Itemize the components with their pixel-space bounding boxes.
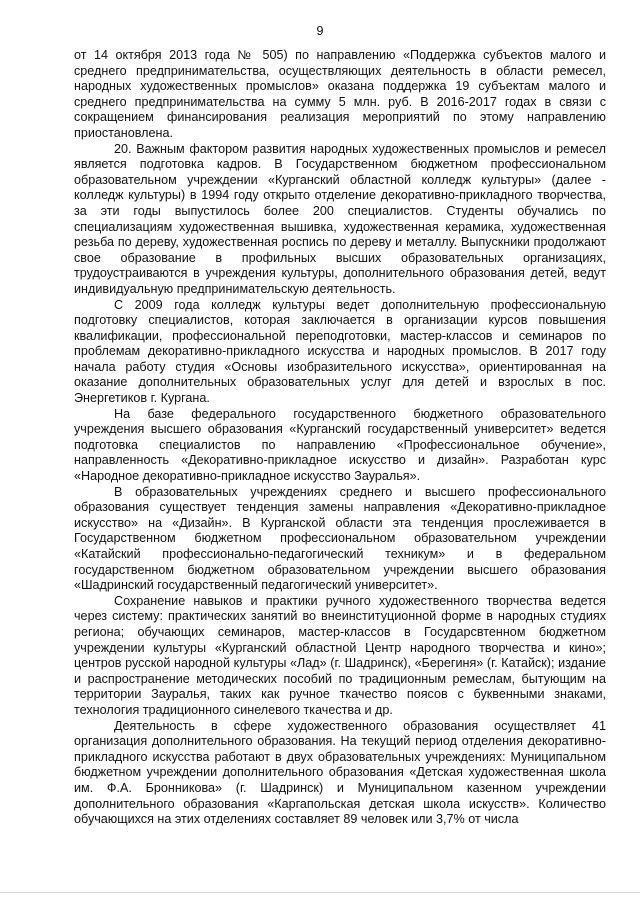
paragraph-6: Сохранение навыков и практики ручного художественного творчества ведется через систему: практических занятий во внеинституционной форме в народных студиях региона; обучающих семинаров, мастер-классов в Государсвтенном бюджетном учреждении культуры «Курганский областной Центр народного творчества и кино»; центров русской народной культуры «Лад» (г. Шадринск), «Берегиня» (г. Катайск); издание и распространение методических пособий по традиционным ремеслам, бытующим на территории Зауралья, таких как ручное ткачество поясов с буквенными знаками, технология традиционного синелевого ткачества и др. (74, 593, 606, 717)
paragraph-5: В образовательных учреждениях среднего и высшего профессионального образования существует тенденция замены направления «Декоративно-прикладное искусство» на «Дизайн». В Курганской области эта тенденция прослеживается в Государственном бюджетном профессиональном образовательном учреждении «Катайский профессионально-педагогический техникум» и в федеральном государственном бюджетном образовательном учреждении высшего образования «Шадринский государственный педагогический университет». (74, 484, 606, 593)
document-body (74, 48, 606, 828)
paragraph-1: от 14 октября 2013 года № 505) по направлению «Поддержка субъектов малого и среднего предпринимательства, осуществляющих деятельность в области ремесел, народных художественных промыслов» оказана поддержка 19 субъектам малого и среднего предпринимательства на сумму 5 млн. руб. В 2016-2017 годах в связи с сокращением финансирования реализация мероприятий по этому направлению приостановлена. (74, 48, 606, 140)
paragraph-2: 20. Важным фактором развития народных художественных промыслов и ремесел является подготовка кадров. В Государственном бюджетном профессиональном образовательном учреждении «Курганский областной колледж культуры» (далее - колледж культуры) в 1994 году открыто отделение декоративно-прикладного творчества, за эти годы выпустилось более 200 специалистов. Студенты обучались по специализациям художественная вышивка, художественная керамика, художественная резьба по дереву, художественная роспись по дереву и металлу. Выпускники продолжают свое образование в профильных высших образовательных организациях, трудоустраиваются в учреждения культуры, дополнительного образования детей, ведут индивидуальную предпринимательскую деятельность. (74, 141, 606, 296)
paragraph-3: С 2009 года колледж культуры ведет дополнительную профессиональную подготовку специалистов, которая заключается в организации курсов повышения квалификации, профессиональной переподготовки, мастер-классов и семинаров по проблемам декоративно-прикладного искусства и народных промыслов. В 2017 году начала работу студия «Основы изобразительного искусства», ориентированная на оказание дополнительных образовательных услуг для детей и взрослых в пос. Энергетиков г. Кургана. (74, 297, 606, 406)
page-number: 9 (316, 24, 324, 38)
paragraph-7: Деятельность в сфере художественного образования осуществляет 41 организация дополнительного образования. На текущий период отделения декоративно-прикладного искусства работают в двух образовательных учреждениях: Муниципальном бюджетном учреждении дополнительного образования «Детская художественная школа им. Ф.А. Бронникова» (г. Шадринск) и Муниципальном казенном учреждении дополнительного образования «Каргапольская детская школа искусств». Количество обучающихся на этих отделениях составляет 89 человек или 3,7% от числа (74, 718, 606, 827)
paragraph-4: На базе федерального государственного бюджетного образовательного учреждения высшего образования «Курганский государственный университет» ведется подготовка специалистов по направлению «Профессиональное обучение», направленность «Декоративно-прикладное искусство и дизайн». Разработан курс «Народное декоративно-прикладное искусство Зауралья». (74, 406, 606, 484)
scan-edge-line (0, 892, 640, 893)
